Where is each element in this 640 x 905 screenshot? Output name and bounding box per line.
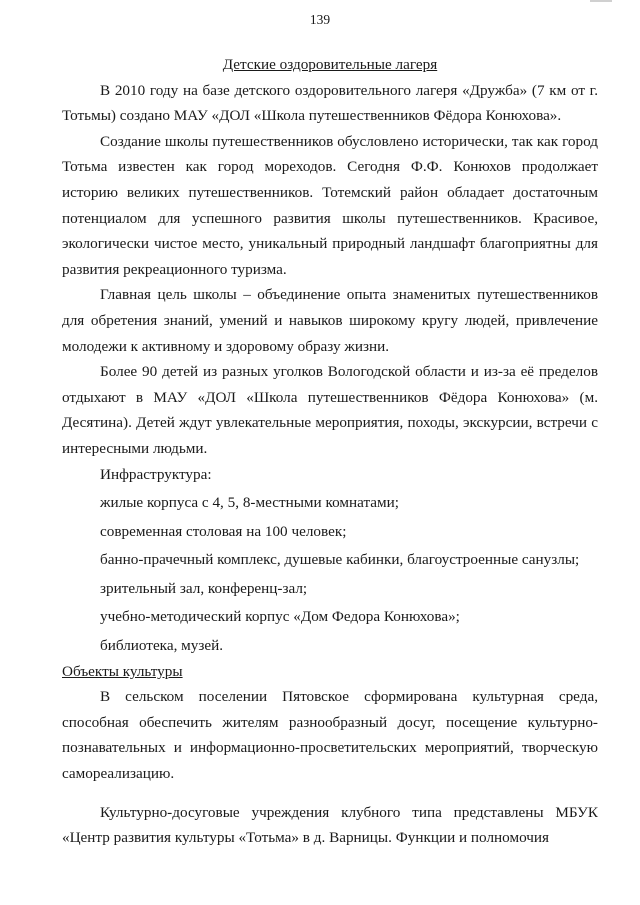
paragraph-camps-3: Главная цель школы – объединение опыта знаменитых путешественников для обретения знаний, умений и навыков широкому кругу людей, привлечение молодежи к активному и здоровому образу жизни.	[62, 286, 598, 355]
page-content	[62, 52, 598, 851]
page-number: 139	[309, 12, 331, 27]
infrastructure-item: учебно-методический корпус «Дом Федора Конюхова»;	[100, 608, 460, 626]
infrastructure-label: Инфраструктура:	[100, 465, 212, 483]
paragraph-camps-4: Более 90 детей из разных уголков Вологодской области и из-за её пределов отдыхают в МАУ «ДОЛ «Школа путешественников Фёдора Конюхова» (м. Десятина). Детей ждут увлекательные мероприятия, походы, экскурсии, встречи с интересными людьми.	[62, 363, 598, 457]
paragraph-culture-2: Культурно-досуговые учреждения клубного типа представлены МБУК «Центр развития культуры «Тотьма» в д. Варницы. Функции и полномочия	[62, 803, 598, 847]
section-heading-culture: Объекты культуры	[62, 662, 183, 680]
paragraph-camps-1: В 2010 году на базе детского оздоровительного лагеря «Дружба» (7 км от г. Тотьмы) создано МАУ «ДОЛ «Школа путешественников Фёдора Конюхова».	[62, 81, 598, 125]
paragraph-camps-2: Создание школы путешественников обусловлено исторически, так как город Тотьма известен как город мореходов. Сегодня Ф.Ф. Конюхов продолжает историю великих путешественников. Тотемский район обладает достаточным потенциалом для успешного развития школы путешественников. Красивое, экологически чистое место, уникальный природный ландшафт благоприятны для развития рекреационного туризма.	[62, 132, 598, 278]
infrastructure-item: банно-прачечный комплекс, душевые кабинки, благоустроенные санузлы;	[100, 551, 580, 569]
scan-edge-mark	[590, 0, 612, 2]
infrastructure-item: современная столовая на 100 человек;	[100, 522, 347, 540]
section-heading-camps: Детские оздоровительные лагеря	[222, 56, 438, 73]
infrastructure-item: зрительный зал, конференц-зал;	[100, 579, 308, 597]
infrastructure-item: библиотека, музей.	[100, 637, 224, 655]
paragraph-culture-1: В сельском поселении Пятовское сформирована культурная среда, способная обеспечить жителям разнообразный досуг, посещение культурно-познавательных и информационно-просветительских мероприятий, творческую самореализацию.	[62, 688, 598, 783]
infrastructure-item: жилые корпуса с 4, 5, 8-местными комнатами;	[100, 494, 399, 512]
